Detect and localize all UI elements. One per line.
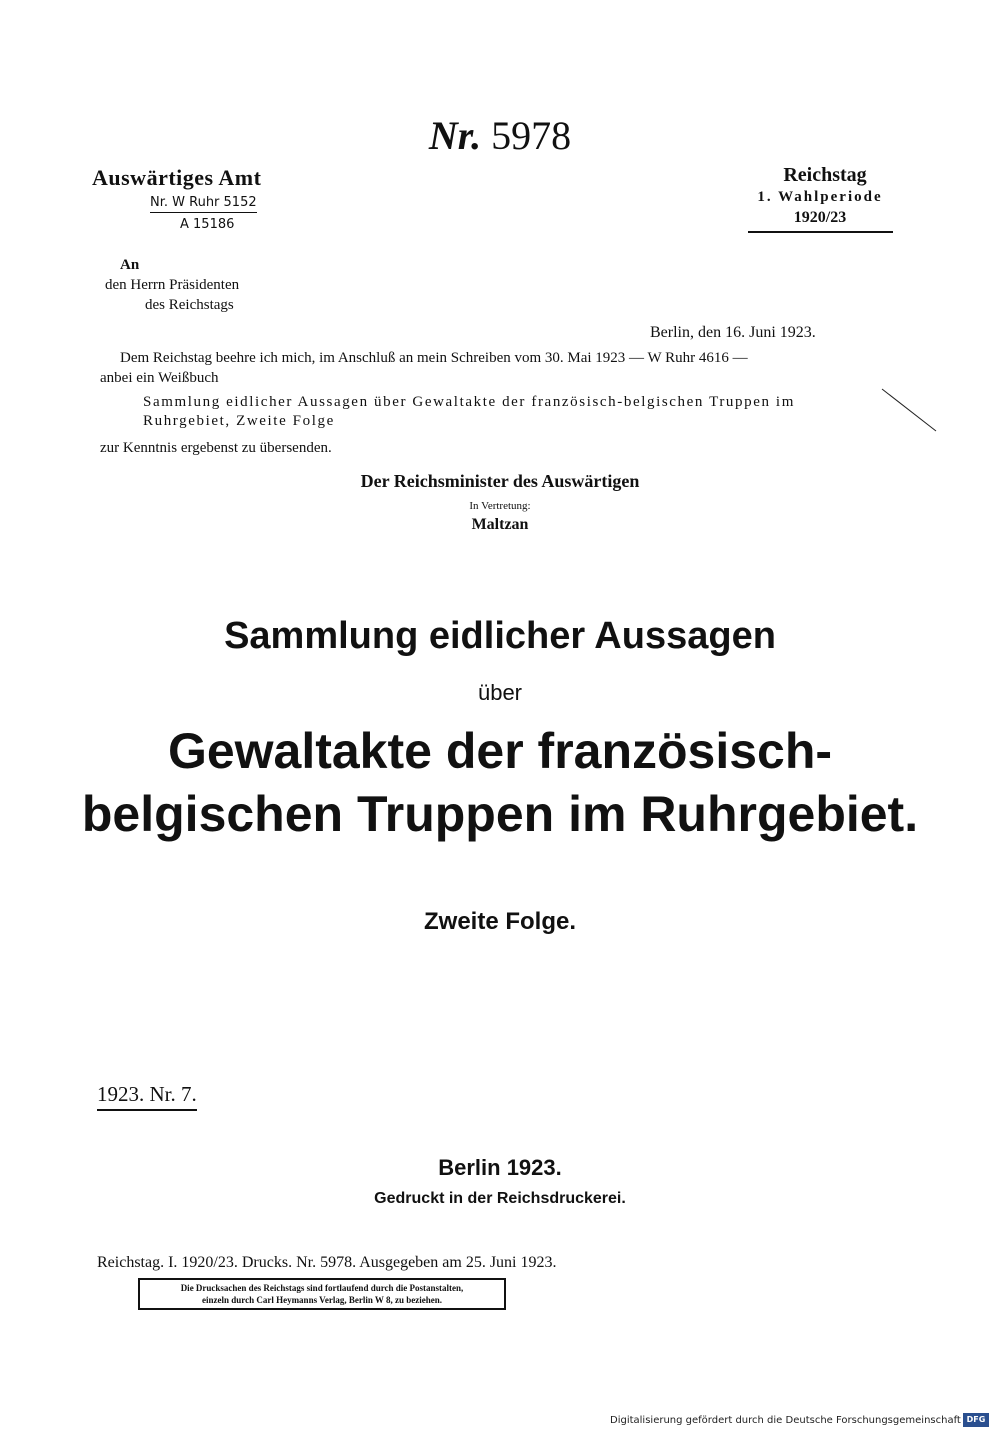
parliament-years: 1920/23 (793, 209, 847, 226)
sender-reference: Nr. W Ruhr 5152 (150, 195, 257, 213)
address-line: An (120, 257, 140, 273)
letter-text-line: anbei ein Weißbuch (100, 370, 219, 386)
main-subject: Gewaltakte der französisch- (167, 723, 833, 779)
footer-box-line: Die Drucksachen des Reichstags sind fortlaufend durch die Postanstalten, (180, 1283, 464, 1293)
parliament-period: 1. Wahlperiode (757, 189, 883, 205)
address-line: des Reichstags (145, 297, 234, 313)
parliament-underline (748, 231, 893, 233)
signature-title: Der Reichsminister des Auswärtigen (360, 471, 640, 491)
letter-date: Berlin, den 16. Juni 1923. (650, 324, 816, 341)
document-number-value: 5978 (491, 113, 572, 158)
footer-box-line: einzeln durch Carl Heymanns Verlag, Berlin W 8, zu beziehen. (201, 1295, 442, 1305)
main-title: Sammlung eidlicher Aussagen (224, 615, 776, 657)
letter-enclosure-title: Sammlung eidlicher Aussagen über Gewaltakte der französisch-belgischen Truppen im (143, 394, 795, 410)
address-line: den Herrn Präsidenten (105, 277, 240, 293)
main-subject: belgischen Truppen im Ruhrgebiet. (81, 786, 919, 842)
letter-text-line: Dem Reichstag beehre ich mich, im Anschluß an mein Schreiben vom 30. Mai 1923 — W Ruhr 4616 — (120, 350, 748, 366)
letter-text-line: zur Kenntnis ergebenst zu übersenden. (100, 440, 332, 456)
dfg-logo: DFG (963, 1413, 989, 1427)
signature-deputy: In Vertretung: (469, 500, 531, 512)
sender-office: Auswärtiges Amt (92, 165, 262, 190)
sender-file-number: A 15186 (180, 217, 235, 232)
document-number (0, 112, 1000, 159)
footer-distribution-box (138, 1278, 506, 1310)
signature-name: Maltzan (471, 516, 529, 533)
main-sequel: Zweite Folge. (423, 908, 576, 935)
letter-enclosure-title: Ruhrgebiet, Zweite Folge (143, 413, 335, 429)
funding-note: Digitalisierung gefördert durch die Deutsche Forschungsgemeinschaft (610, 1415, 961, 1426)
document-number-prefix: Nr. (428, 113, 482, 158)
imprint-printer: Gedruckt in der Reichsdruckerei. (374, 1190, 626, 1207)
parliament-name: Reichstag (783, 164, 867, 186)
imprint-place: Berlin 1923. (438, 1155, 562, 1180)
series-number: 1923. Nr. 7. (97, 1082, 197, 1111)
pen-mark (880, 385, 940, 435)
footer-issue: Reichstag. I. 1920/23. Drucks. Nr. 5978. Ausgegeben am 25. Juni 1923. (97, 1254, 557, 1271)
main-title-connector: über (477, 680, 523, 705)
